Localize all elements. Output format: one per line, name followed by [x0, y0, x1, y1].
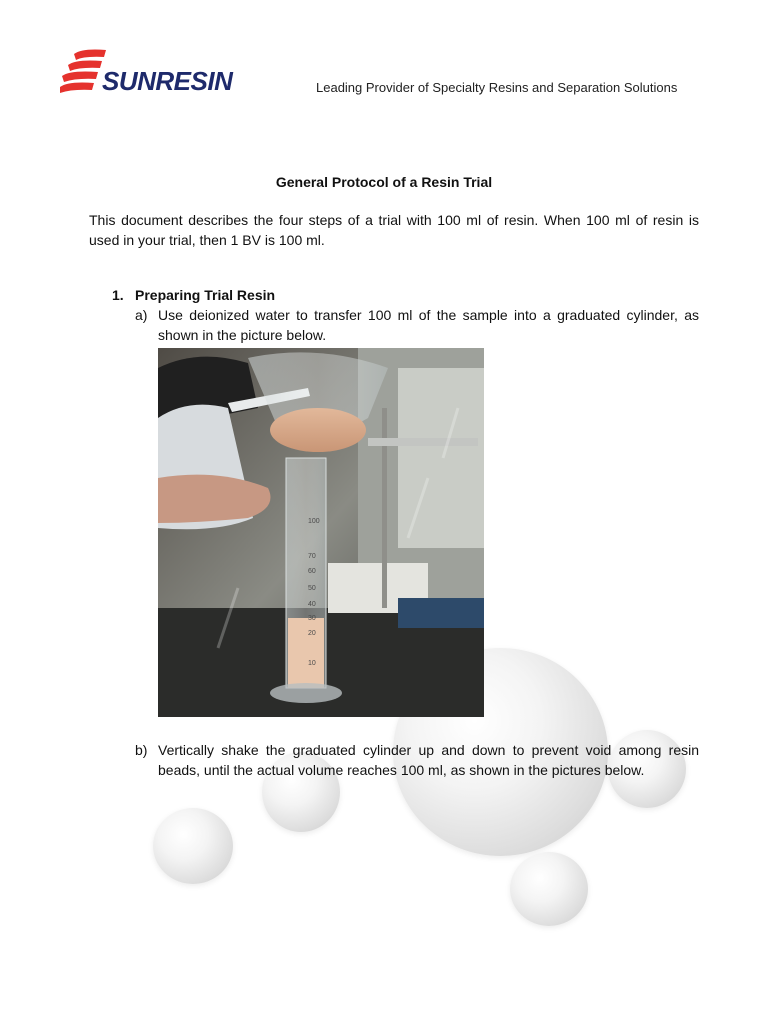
step-text: Vertically shake the graduated cylinder up and down to prevent void among resin beads, until the actual volume reaches 100 ml, as shown in the pictures below.	[158, 742, 699, 778]
scale-label: 30	[308, 615, 316, 622]
scale-label: 50	[308, 585, 316, 592]
scale-label: 60	[308, 568, 316, 575]
section-heading	[112, 287, 275, 303]
logo-wordmark: SUNRESIN	[102, 66, 233, 96]
section-number: 1.	[112, 287, 124, 303]
sunresin-logo-mark-icon	[60, 48, 108, 94]
section-title: Preparing Trial Resin	[135, 287, 276, 303]
step-a	[135, 306, 699, 345]
bead-watermark-left	[153, 808, 233, 884]
scale-label: 70	[308, 553, 316, 560]
step-letter: a)	[135, 307, 148, 323]
company-tagline: Leading Provider of Specialty Resins and Separation Solutions	[316, 80, 678, 95]
step-text: Use deionized water to transfer 100 ml of the sample into a graduated cylinder, as shown in the picture below.	[158, 307, 699, 343]
scale-label: 20	[308, 630, 316, 637]
scale-label: 100	[308, 518, 320, 525]
sunresin-logo	[60, 48, 270, 96]
step-b	[135, 741, 699, 780]
scale-label: 40	[308, 601, 316, 608]
intro-paragraph: This document describes the four steps of a trial with 100 ml of resin. When 100 ml of resin is used in your trial, then 1 BV is 100 ml.	[89, 212, 699, 248]
document-title: General Protocol of a Resin Trial	[275, 174, 493, 190]
cylinder-photo	[158, 348, 484, 717]
step-letter: b)	[135, 742, 148, 758]
scale-label: 10	[308, 660, 316, 667]
bead-watermark-bottom	[510, 852, 588, 926]
